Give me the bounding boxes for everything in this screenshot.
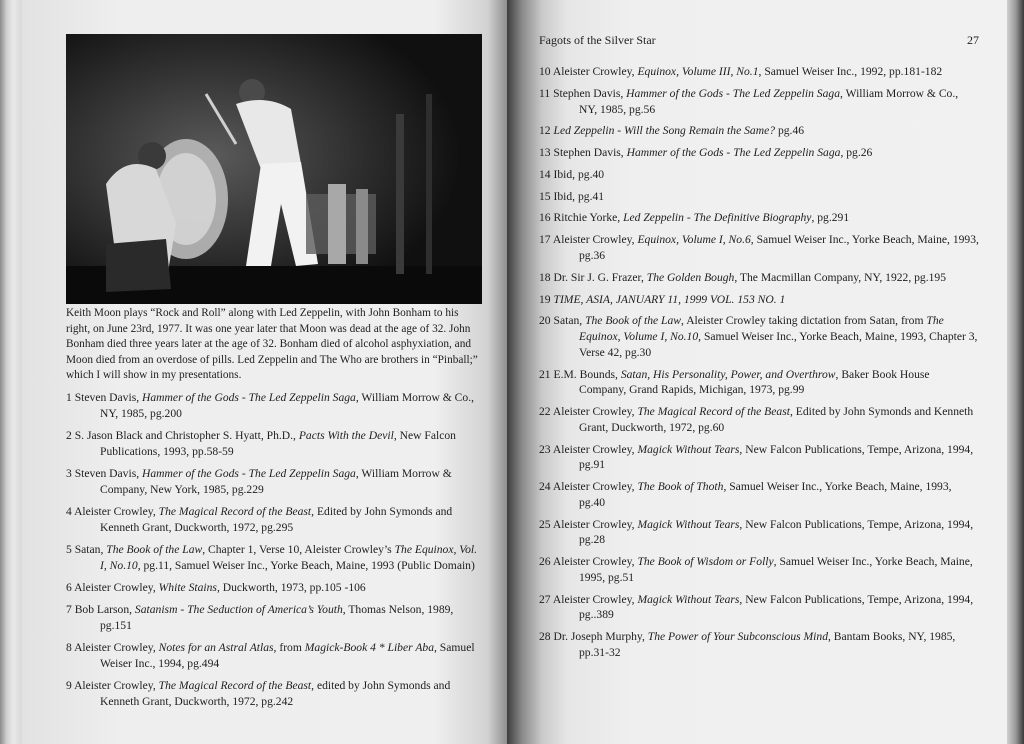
endnote-number: 10 xyxy=(539,65,553,78)
endnote-title: The Power of Your Subconscious Mind xyxy=(647,630,828,644)
endnote-text: , The Macmillan Company, NY, 1922, pg.195 xyxy=(734,270,947,284)
endnote-text: Aleister Crowley, xyxy=(74,641,159,655)
endnote-text: Ibid, pg.41 xyxy=(553,189,605,203)
endnote-text: E.M. Bounds, xyxy=(553,367,621,381)
endnote-text: Dr. Joseph Murphy, xyxy=(553,630,648,644)
endnote-title: White Stains xyxy=(158,581,217,594)
photo-caption: Keith Moon plays “Rock and Roll” along with Led Zeppelin, with John Bonham to his right, on June 23rd, 1977. It was one year later that Moon was dead at the age of 32. John Bonham died three years later at the age of 32. Bonham died of alcohol asphyxiation, and Moon died from an overdose of pills. Led Zeppelin and The Who are brothers in “Pinball;” which I will show in my presentations. xyxy=(66,307,478,382)
endnote-title: Satanism - The Seduction of America’s Youth xyxy=(134,603,343,617)
endnote-number: 15 xyxy=(539,189,554,203)
endnote-text: Satan, xyxy=(74,543,107,556)
endnote-number: 13 xyxy=(539,146,554,160)
left-endnotes xyxy=(66,390,484,716)
endnote xyxy=(539,629,979,660)
endnote-number: 19 xyxy=(539,292,554,306)
endnote xyxy=(539,517,979,548)
endnote xyxy=(539,167,979,183)
endnote-title: Hammer of the Gods - The Led Zeppelin Saga xyxy=(626,86,840,100)
endnote xyxy=(66,504,484,535)
endnote-text: , Duckworth, 1973, pp.105 -106 xyxy=(216,581,366,594)
endnote-number: 18 xyxy=(539,270,554,284)
endnote xyxy=(539,86,979,117)
endnote-title: Equinox, Volume III, No.1 xyxy=(637,65,759,78)
endnote-text: , Samuel Weiser Inc., 1992, pp.181-182 xyxy=(758,65,943,78)
endnote xyxy=(539,232,979,263)
endnote-text: , Thomas Nelson, 1989, pg.151 xyxy=(100,603,454,632)
endnote xyxy=(539,270,979,286)
endnote-title: The Equinox, Volume I, No.10 xyxy=(579,314,944,344)
endnote-title: Satan, His Personality, Power, and Overthrow xyxy=(620,367,836,381)
endnote-text: , William Morrow & Co., NY, 1985, pg.56 xyxy=(579,86,959,116)
endnote-number: 12 xyxy=(539,124,554,138)
endnote-text: , Samuel Weiser Inc., Yorke Beach, Maine, 1993, pg.36 xyxy=(579,233,979,262)
endnote-number: 6 xyxy=(66,581,75,594)
endnote-number: 2 xyxy=(66,429,75,442)
endnote-title: Magick Without Tears xyxy=(637,592,740,606)
endnote-number: 9 xyxy=(66,679,75,693)
endnote-title: Equinox, Volume I, No.6 xyxy=(637,233,751,247)
endnote-number: 16 xyxy=(539,211,554,225)
endnote-title: The Book of the Law xyxy=(585,314,682,328)
endnote xyxy=(66,580,484,596)
endnote-text: , William Morrow & Co., NY, 1985, pg.200 xyxy=(100,391,474,420)
endnote-text: Dr. Sir J. G. Frazer, xyxy=(553,270,647,284)
endnote-text: Satan, xyxy=(553,314,586,328)
endnote-number: 1 xyxy=(66,391,75,404)
endnote-text: , edited by John Symonds and Kenneth Grant, Duckworth, 1972, pg.242 xyxy=(100,679,451,708)
endnote-number: 23 xyxy=(539,442,553,456)
endnote-number: 4 xyxy=(66,505,75,518)
concert-photo-image xyxy=(66,34,482,304)
endnote xyxy=(539,442,979,473)
endnote-title: Led Zeppelin - Will the Song Remain the Same? xyxy=(553,124,776,138)
right-page xyxy=(507,0,1007,744)
endnote-title: The Magical Record of the Beast xyxy=(158,505,312,518)
endnote-text: , New Falcon Publications, Tempe, Arizona, 1994, pg.28 xyxy=(579,517,974,547)
endnote-title: The Golden Bough xyxy=(646,270,735,284)
endnote xyxy=(539,123,979,139)
right-endnotes xyxy=(539,64,979,667)
endnote-text: Stephen Davis, xyxy=(553,86,627,100)
endnote xyxy=(539,64,979,80)
endnote-text: , New Falcon Publications, 1993, pp.58-59 xyxy=(100,429,456,458)
endnote-number: 22 xyxy=(539,405,553,419)
endnote-number: 28 xyxy=(539,630,554,644)
endnote-number: 17 xyxy=(539,233,553,247)
endnote-text: , Bantam Books, NY, 1985, pp.31-32 xyxy=(579,630,956,659)
endnote-title: The Book of Thoth xyxy=(637,480,724,494)
endnote-text: , Chapter 1, Verse 10, Aleister Crowley’s xyxy=(202,543,395,556)
endnote-text: Aleister Crowley, xyxy=(552,555,638,569)
endnote-text: , Samuel Weiser Inc., 1994, pg.494 xyxy=(100,641,475,670)
endnote xyxy=(539,367,979,398)
endnote-title: Led Zeppelin - The Definitive Biography xyxy=(623,211,812,225)
endnote-number: 7 xyxy=(66,603,75,617)
endnote-text: Aleister Crowley, xyxy=(552,480,638,494)
endnote xyxy=(539,292,979,308)
endnote-title: The Book of the Law xyxy=(106,543,203,556)
endnote-title: Notes for an Astral Atlas xyxy=(158,641,274,655)
endnote-number: 14 xyxy=(539,167,554,181)
endnote-number: 25 xyxy=(539,517,553,531)
left-page xyxy=(22,0,507,744)
endnote-number: 20 xyxy=(539,314,554,328)
page-number: 27 xyxy=(967,33,979,47)
endnote-title: Magick Without Tears xyxy=(637,442,740,456)
endnote-text: Aleister Crowley, xyxy=(552,592,638,606)
endnote-text: Aleister Crowley, xyxy=(552,233,638,247)
endnote-text: S. Jason Black and Christopher S. Hyatt, Ph.D., xyxy=(74,429,299,442)
endnote-text: Stephen Davis, xyxy=(553,146,627,160)
endnote xyxy=(66,602,484,633)
endnote-title: The Book of Wisdom or Folly xyxy=(637,555,774,569)
endnote-text: Aleister Crowley, xyxy=(552,442,638,456)
endnote-text: Aleister Crowley, xyxy=(552,65,638,78)
endnote xyxy=(66,640,484,671)
endnote-text: , Edited by John Symonds and Kenneth Grant, Duckworth, 1972, pg.60 xyxy=(579,405,974,434)
endnote-text: , Samuel Weiser Inc., Yorke Beach, Maine, 1993, pg.40 xyxy=(579,480,952,509)
endnote xyxy=(539,189,979,205)
running-head-title: Fagots of the Silver Star xyxy=(539,33,656,47)
endnote-text: Ritchie Yorke, xyxy=(553,211,624,225)
endnote-title: Magick-Book 4 * Liber Aba xyxy=(304,641,434,655)
endnote-text: Aleister Crowley, xyxy=(74,505,159,518)
endnote xyxy=(66,678,484,709)
endnote-text: , Baker Book House Company, Grand Rapids, Michigan, 1973, pg.99 xyxy=(579,367,930,397)
endnote-text: , pg.11, Samuel Weiser Inc., Yorke Beach, Maine, 1993 (Public Domain) xyxy=(137,558,475,572)
endnote-text: pg.46 xyxy=(775,124,805,138)
endnote xyxy=(539,554,979,585)
endnote-text: Aleister Crowley, xyxy=(552,517,638,531)
endnote xyxy=(539,145,979,161)
endnote-text: , Samuel Weiser Inc., Yorke Beach, Maine, 1995, pg.51 xyxy=(579,555,973,584)
endnote-number: 5 xyxy=(66,543,75,556)
endnote xyxy=(539,479,979,510)
endnote-number: 24 xyxy=(539,480,553,494)
endnote-text: , from xyxy=(273,641,305,655)
endnote xyxy=(539,313,979,360)
endnote-title: The Magical Record of the Beast xyxy=(637,405,790,419)
endnote-text: , New Falcon Publications, Tempe, Arizona, 1994, pg..389 xyxy=(579,592,974,622)
endnote-text: , Edited by John Symonds and Kenneth Grant, Duckworth, 1972, pg.295 xyxy=(100,505,453,534)
endnote-text: , New Falcon Publications, Tempe, Arizona, 1994, pg.91 xyxy=(579,442,974,472)
endnote-number: 11 xyxy=(539,86,554,100)
endnote-number: 27 xyxy=(539,592,553,606)
endnote-title: Hammer of the Gods - The Led Zeppelin Saga xyxy=(142,391,356,404)
endnote-title: Hammer of the Gods - The Led Zeppelin Saga xyxy=(626,146,841,160)
endnote-title: The Magical Record of the Beast xyxy=(158,679,312,693)
endnote-text: , Aleister Crowley taking dictation from Satan, from xyxy=(681,314,927,328)
endnote-number: 26 xyxy=(539,555,553,569)
endnote xyxy=(539,592,979,623)
endnote-title: Pacts With the Devil xyxy=(298,429,394,442)
endnote xyxy=(66,466,484,497)
endnote-text: , William Morrow & Company, New York, 1985, pg.229 xyxy=(100,467,452,496)
endnote-title: Hammer of the Gods - The Led Zeppelin Saga xyxy=(142,467,356,480)
book-left-edge xyxy=(0,0,22,744)
endnote-text: , pg.291 xyxy=(811,211,850,225)
endnote-text: , Samuel Weiser Inc., Yorke Beach, Maine, 1993, Chapter 3, Verse 42, pg.30 xyxy=(579,330,978,359)
endnote-text: Aleister Crowley, xyxy=(552,405,638,419)
endnote xyxy=(66,390,484,421)
endnote-title: Magick Without Tears xyxy=(637,517,740,531)
endnote xyxy=(539,404,979,435)
endnote-text: Bob Larson, xyxy=(74,603,135,617)
endnote xyxy=(66,428,484,459)
endnote-text: Aleister Crowley, xyxy=(74,679,159,693)
endnote-text: Aleister Crowley, xyxy=(74,581,159,594)
endnote-text: Steven Davis, xyxy=(74,391,143,404)
endnote-text: , pg.26 xyxy=(840,146,873,160)
endnote xyxy=(539,210,979,226)
endnote xyxy=(66,542,484,573)
endnote-text: Steven Davis, xyxy=(74,467,143,480)
endnote-text: Ibid, pg.40 xyxy=(553,167,605,181)
book-right-edge xyxy=(1007,0,1024,744)
endnote-title: The Equinox, Vol. I, No.10 xyxy=(100,543,478,572)
endnote-number: 21 xyxy=(539,367,554,381)
concert-photo xyxy=(66,34,482,304)
endnote-number: 3 xyxy=(66,467,75,480)
endnote-number: 8 xyxy=(66,641,75,655)
endnote-title: TIME, ASIA, JANUARY 11, 1999 VOL. 153 NO. 1 xyxy=(553,292,786,306)
